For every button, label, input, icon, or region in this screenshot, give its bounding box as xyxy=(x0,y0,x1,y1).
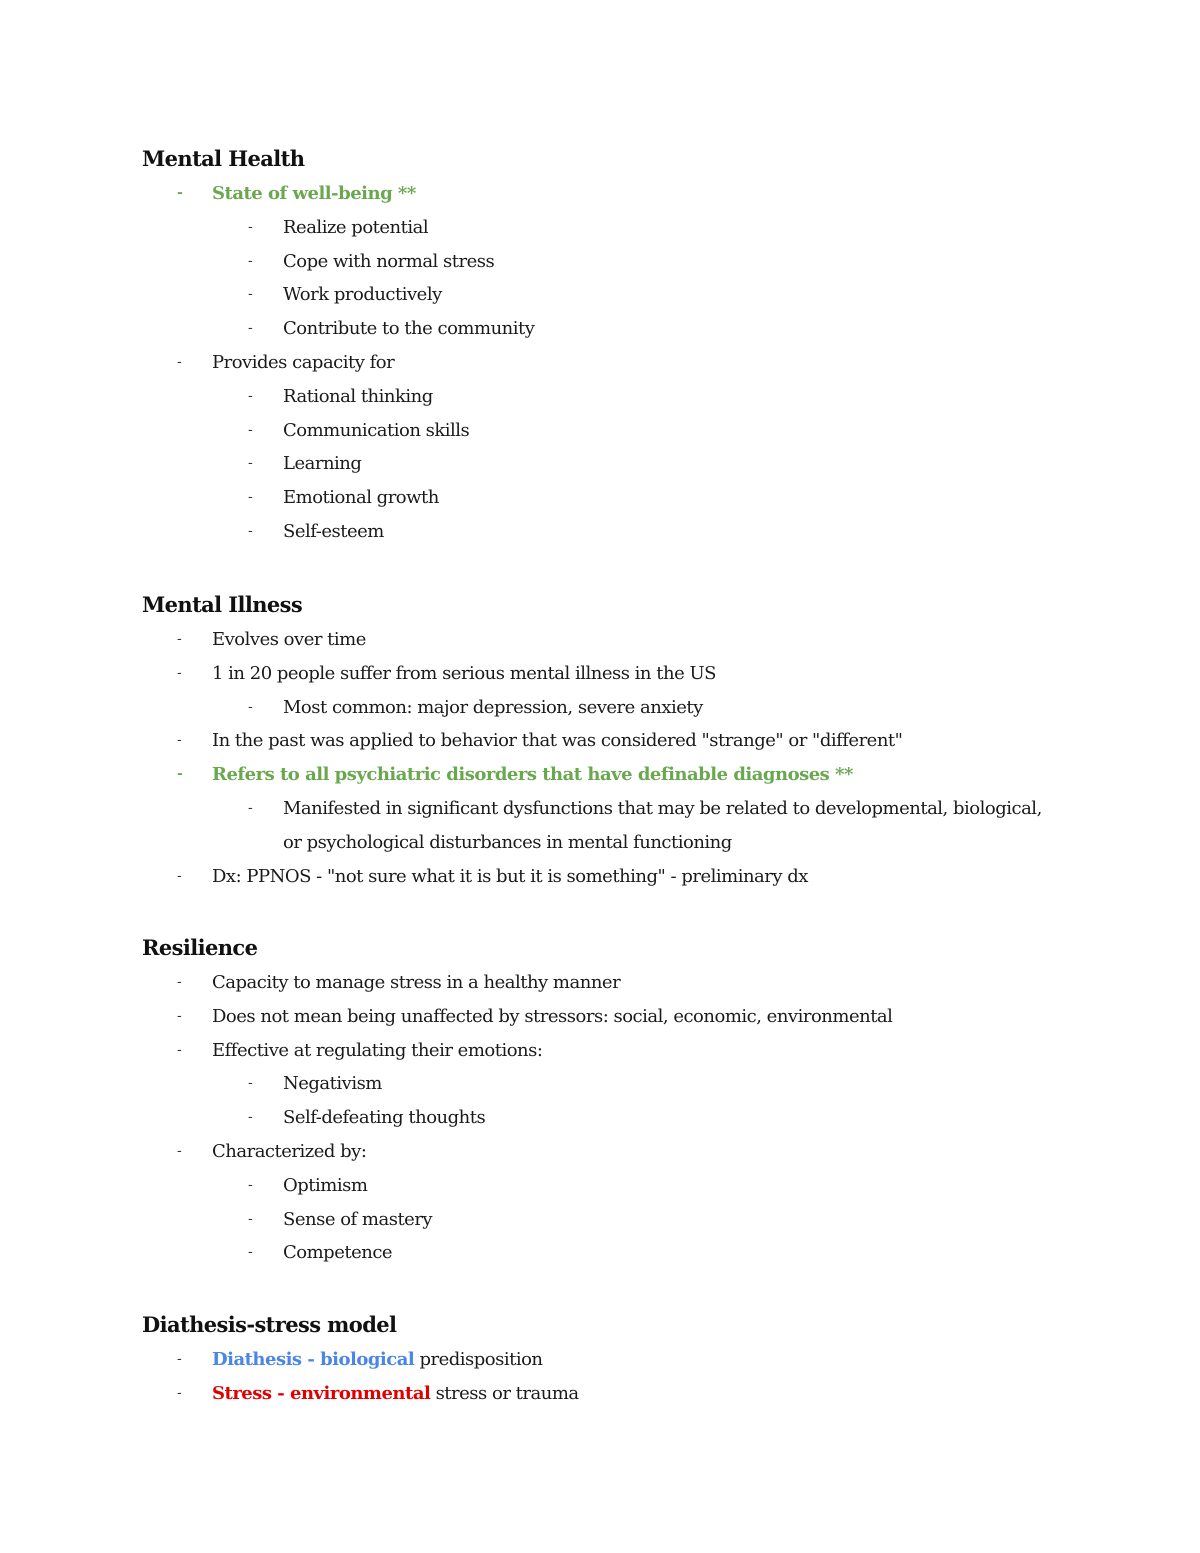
list-item xyxy=(142,346,1102,380)
bullet-dash: - xyxy=(248,252,253,269)
list-item-text: Competence xyxy=(283,1242,393,1264)
bullet-dash: - xyxy=(248,218,253,235)
list-item xyxy=(142,1101,1102,1135)
bullet-dash: - xyxy=(177,974,182,990)
bullet-dash: - xyxy=(248,286,253,303)
list-item xyxy=(142,1203,1102,1237)
list-item xyxy=(142,792,1102,860)
list-item xyxy=(142,966,1102,1000)
list-item xyxy=(142,1343,1102,1377)
bullet-dash: - xyxy=(177,185,183,201)
list-item xyxy=(142,312,1102,346)
list-item xyxy=(142,414,1102,448)
section-mental-health xyxy=(142,141,1102,549)
list-item xyxy=(142,447,1102,481)
bullet-dash: - xyxy=(248,1210,253,1227)
list-item xyxy=(142,1135,1102,1169)
bullet-dash: - xyxy=(177,1041,182,1058)
list-item-text: Realize potential xyxy=(283,216,429,238)
list-item-text: Sense of mastery xyxy=(283,1208,433,1230)
bullet-dash: - xyxy=(177,353,182,370)
list-item-text: Cope with normal stress xyxy=(283,250,495,272)
list-item-text: 1 in 20 people suffer from serious mental illness in the US xyxy=(212,662,716,684)
bullet-dash: - xyxy=(177,1384,182,1401)
list-item-text: State of well-being ** xyxy=(212,183,416,204)
list-item xyxy=(142,1034,1102,1068)
list-item-text: Work productively xyxy=(283,284,442,306)
list-item-text: Contribute to the community xyxy=(283,318,535,340)
bullet-dash: - xyxy=(177,867,182,884)
list-item xyxy=(142,177,1102,211)
list-item xyxy=(142,1169,1102,1203)
list-item-text: Emotional growth xyxy=(283,487,439,509)
list-item-text: Negativism xyxy=(283,1073,382,1095)
bullet-dash: - xyxy=(177,664,182,681)
bullet-dash: - xyxy=(248,387,253,404)
bullet-dash: - xyxy=(248,1075,253,1092)
bullet-dash: - xyxy=(248,421,253,438)
list-item xyxy=(142,724,1102,758)
list-item-text: Provides capacity for xyxy=(212,351,395,373)
bullet-dash: - xyxy=(177,1142,182,1159)
list-item-text: Manifested in significant dysfunctions that may be related to developmental, biological, xyxy=(283,797,1042,819)
list-item-text: Learning xyxy=(283,453,362,475)
bullet-dash: - xyxy=(248,1244,253,1261)
list-item-text: Self-defeating thoughts xyxy=(283,1107,486,1129)
bullet-dash: - xyxy=(248,522,253,539)
bullet-dash: - xyxy=(177,1007,182,1024)
bullet-dash: - xyxy=(248,320,253,337)
list-item xyxy=(142,380,1102,414)
list-item xyxy=(142,1000,1102,1034)
list-item xyxy=(142,211,1102,245)
list-item xyxy=(142,1067,1102,1101)
list-item-text: Rational thinking xyxy=(283,385,433,407)
bullet-dash: - xyxy=(248,1109,253,1126)
list-item xyxy=(142,623,1102,657)
list-item xyxy=(142,515,1102,549)
list-item xyxy=(142,278,1102,312)
list-item-text: Capacity to manage stress in a healthy manner xyxy=(212,972,621,993)
bullet-dash: - xyxy=(177,1351,182,1367)
list-item-text: Communication skills xyxy=(283,419,470,441)
list-item xyxy=(142,245,1102,279)
list-item xyxy=(142,1236,1102,1270)
section-heading: Mental Health xyxy=(142,146,305,171)
list-item-text: Does not mean being unaffected by stressors: social, economic, environmental xyxy=(212,1005,893,1027)
bullet-dash: - xyxy=(248,455,253,472)
list-item-text-continued: or psychological disturbances in mental functioning xyxy=(283,831,732,853)
list-item xyxy=(142,657,1102,691)
list-item xyxy=(142,691,1102,725)
bullet-dash: - xyxy=(177,732,182,749)
section-diathesis-stress-model xyxy=(142,1307,1102,1411)
bullet-dash: - xyxy=(177,631,182,647)
section-heading: Diathesis-stress model xyxy=(142,1312,397,1337)
section-heading: Mental Illness xyxy=(142,592,303,617)
list-item xyxy=(142,1377,1102,1411)
list-item xyxy=(142,758,1102,792)
list-item-text: Effective at regulating their emotions: xyxy=(212,1039,543,1061)
list-item-text: Evolves over time xyxy=(212,629,366,650)
bullet-dash: - xyxy=(248,489,253,506)
section-mental-illness xyxy=(142,587,1102,893)
list-item-text: Self-esteem xyxy=(283,520,384,542)
section-resilience xyxy=(142,930,1102,1270)
list-item xyxy=(142,860,1102,894)
list-item-text: Characterized by: xyxy=(212,1140,367,1162)
bullet-dash: - xyxy=(248,1176,253,1193)
list-item-text: Dx: PPNOS - "not sure what it is but it is something" - preliminary dx xyxy=(212,865,808,887)
list-item-text: predisposition xyxy=(414,1349,543,1370)
list-item-text: Refers to all psychiatric disorders that have definable diagnoses ** xyxy=(212,764,853,786)
list-item-text: stress or trauma xyxy=(430,1382,579,1404)
list-item xyxy=(142,481,1102,515)
list-item-text: Optimism xyxy=(283,1174,368,1196)
list-item-text: In the past was applied to behavior that was considered "strange" or "different" xyxy=(212,730,903,752)
bullet-dash: - xyxy=(177,766,183,783)
highlight-stress: Stress - environmental xyxy=(212,1382,431,1404)
section-heading: Resilience xyxy=(142,935,258,960)
bullet-dash: - xyxy=(248,698,253,715)
bullet-dash: - xyxy=(248,799,253,816)
list-item-text: Most common: major depression, severe anxiety xyxy=(283,696,703,718)
highlight-diathesis: Diathesis - biological xyxy=(212,1349,415,1370)
